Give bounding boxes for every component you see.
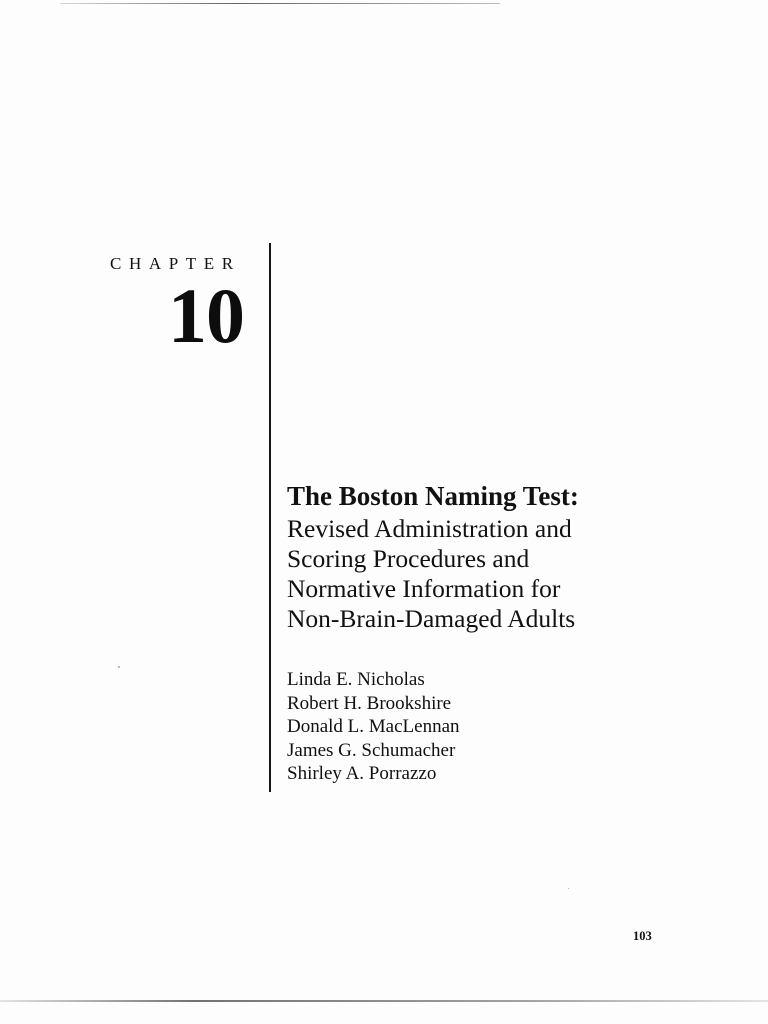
scan-edge-top bbox=[60, 3, 500, 4]
chapter-label: CHAPTER bbox=[110, 254, 241, 273]
author-name: Shirley A. Porrazzo bbox=[287, 763, 437, 784]
author-list bbox=[287, 668, 460, 786]
subtitle-line: Normative Information for bbox=[287, 574, 561, 603]
page-number: 103 bbox=[633, 929, 652, 943]
author-name: Linda E. Nicholas bbox=[287, 669, 425, 690]
scan-speck bbox=[118, 666, 120, 668]
chapter-number: 10 bbox=[168, 272, 244, 359]
scan-edge-bottom bbox=[0, 1000, 768, 1002]
chapter-subtitle bbox=[287, 514, 747, 634]
author-name: Robert H. Brookshire bbox=[287, 692, 452, 714]
author-name: Donald L. MacLennan bbox=[287, 716, 460, 737]
author-name: James G. Schumacher bbox=[287, 739, 456, 761]
subtitle-line: Revised Administration and bbox=[287, 514, 572, 543]
scan-speck bbox=[568, 888, 569, 889]
chapter-title: The Boston Naming Test: bbox=[287, 481, 579, 511]
chapter-title-block bbox=[287, 478, 747, 634]
subtitle-line: Non-Brain-Damaged Adults bbox=[287, 604, 576, 633]
vertical-rule bbox=[269, 243, 271, 792]
subtitle-line: Scoring Procedures and bbox=[287, 544, 530, 573]
